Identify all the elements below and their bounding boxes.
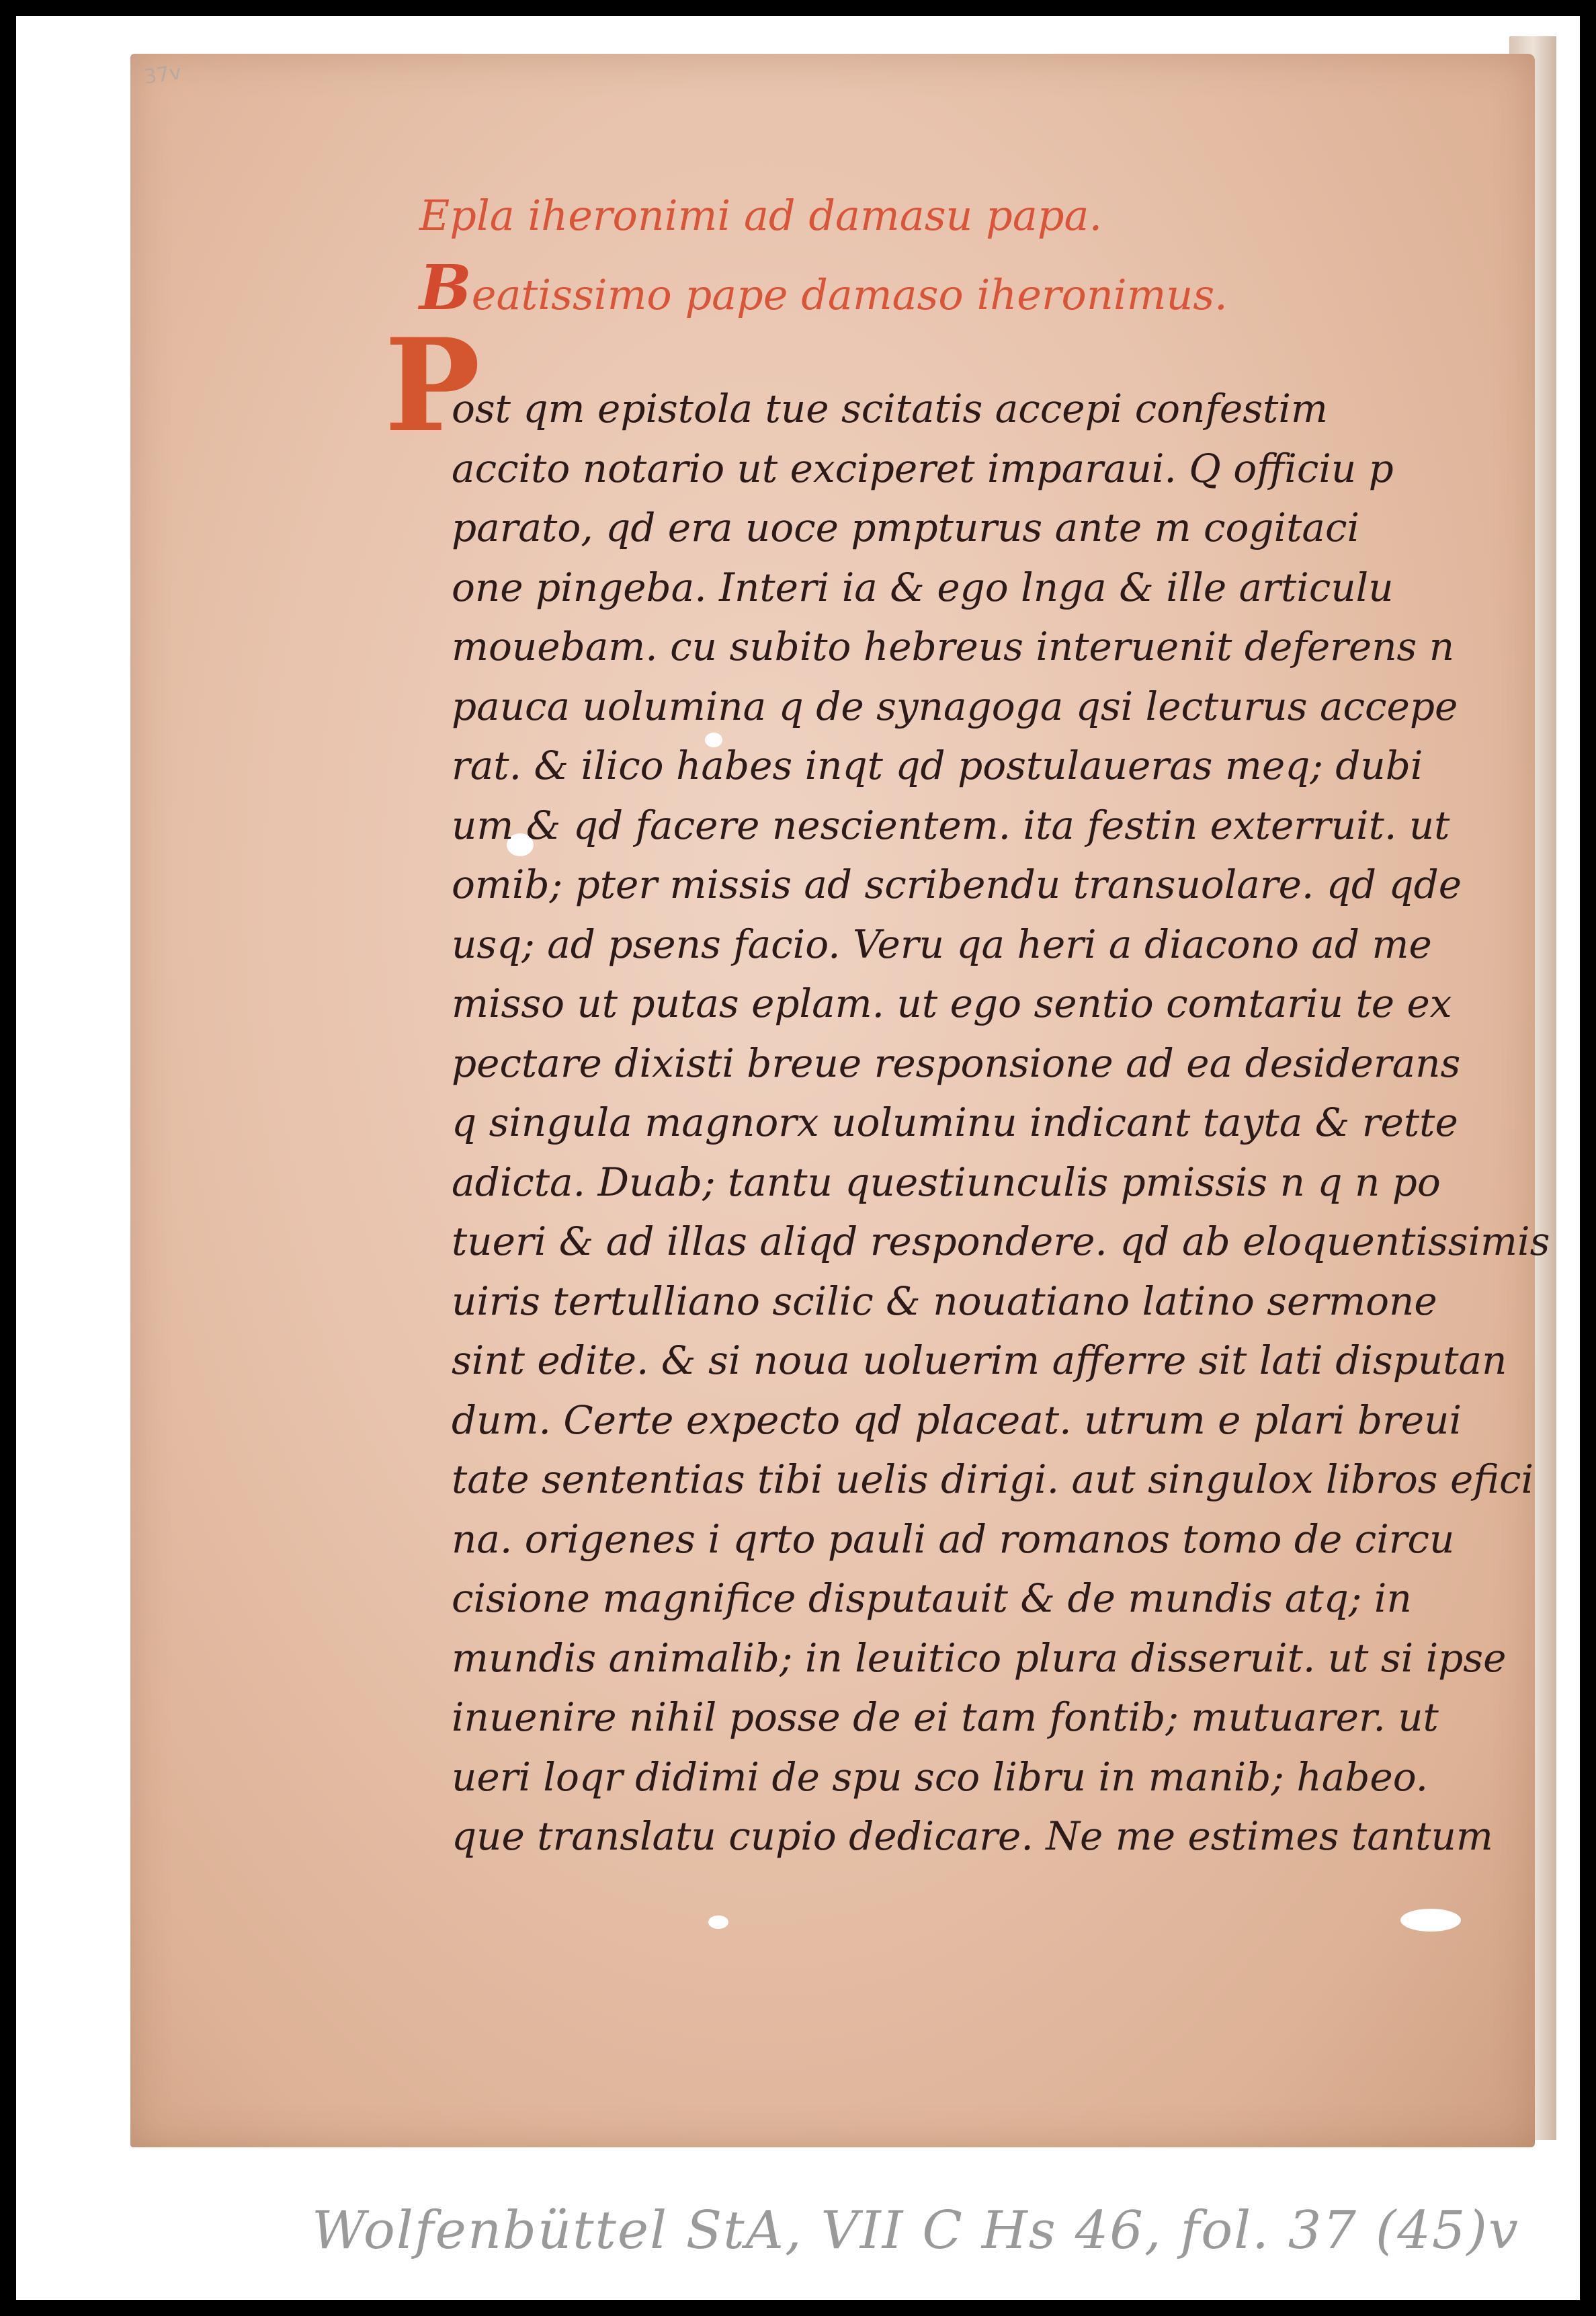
rubric-salutation-text: eatissimo pape damaso iheronimus. [471, 270, 1228, 319]
text-line: cisione magnifice disputauit & de mundis atq; in [452, 1575, 1412, 1621]
text-line: mouebam. cu subito hebreus interuenit deferens n [452, 624, 1455, 669]
rubric-title: Epla iheronimi ad damasu papa. [419, 191, 1103, 240]
text-line: dum. Certe expecto qd placeat. utrum e plari breui [452, 1397, 1462, 1443]
text-line: ost qm epistola tue scitatis accepi confestim [452, 386, 1328, 431]
text-line: q singula magnorx uoluminu indicant tayta & rette [452, 1100, 1458, 1145]
text-line: parato, qd era uoce pmpturus ante m cogitaci [452, 505, 1360, 550]
text-line: adicta. Duab; tantu questiunculis pmissis n q n po [452, 1159, 1441, 1205]
text-line: ueri loqr didimi de spu sco libru in manib; habeo. [452, 1753, 1429, 1800]
shelfmark-caption: Wolfenbüttel StA, VII C Hs 46, fol. 37 (45)v [312, 2200, 1519, 2261]
text-line: rat. & ilico habes inqt qd postulaueras meq; dubi [452, 743, 1423, 788]
text-line: na. origenes i qrto pauli ad romanos tomo de circu [452, 1516, 1455, 1562]
parchment-hole [708, 1915, 728, 1929]
text-line: tueri & ad illas aliqd respondere. qd ab eloquentissimis [452, 1218, 1550, 1264]
manuscript-text [452, 379, 1550, 1866]
text-line: que translatu cupio dedicare. Ne me estimes tantum [452, 1813, 1493, 1859]
text-line: accito notario ut exciperet imparaui. Q officiu p [452, 445, 1394, 491]
text-line: mundis animalib; in leuitico plura disseruit. ut si ipse [452, 1635, 1507, 1681]
rubric-salutation [419, 251, 1228, 324]
folio-number: 37v [142, 60, 183, 89]
rubric-initial: B [419, 251, 472, 324]
text-line: inuenire nihil posse de ei tam fontib; mutuarer. ut [452, 1694, 1439, 1740]
parchment-hole [1400, 1909, 1461, 1932]
text-line: pectare dixisti breue responsione ad ea desiderans [452, 1040, 1461, 1086]
text-line: one pingeba. Interi ia & ego lnga & ille articulu [452, 564, 1394, 610]
decorated-initial: P [384, 311, 480, 460]
text-line: omib; pter missis ad scribendu transuolare. qd qde [452, 862, 1462, 907]
scan-frame [16, 16, 1580, 2300]
text-line: sint edite. & si noua uoluerim afferre sit lati disputan [452, 1337, 1507, 1383]
text-line: pauca uolumina q de synagoga qsi lecturus accepe [452, 683, 1458, 729]
text-line: tate sententias tibi uelis dirigi. aut singulox libros efici [452, 1456, 1534, 1502]
text-line: um & qd facere nescientem. ita festin exterruit. ut [452, 802, 1450, 848]
text-line: misso ut putas eplam. ut ego sentio comtariu te ex [452, 981, 1452, 1026]
text-line: uiris tertulliano scilic & nouatiano latino sermone [452, 1278, 1437, 1324]
text-line: usq; ad psens facio. Veru qa heri a diacono ad me [452, 921, 1432, 967]
